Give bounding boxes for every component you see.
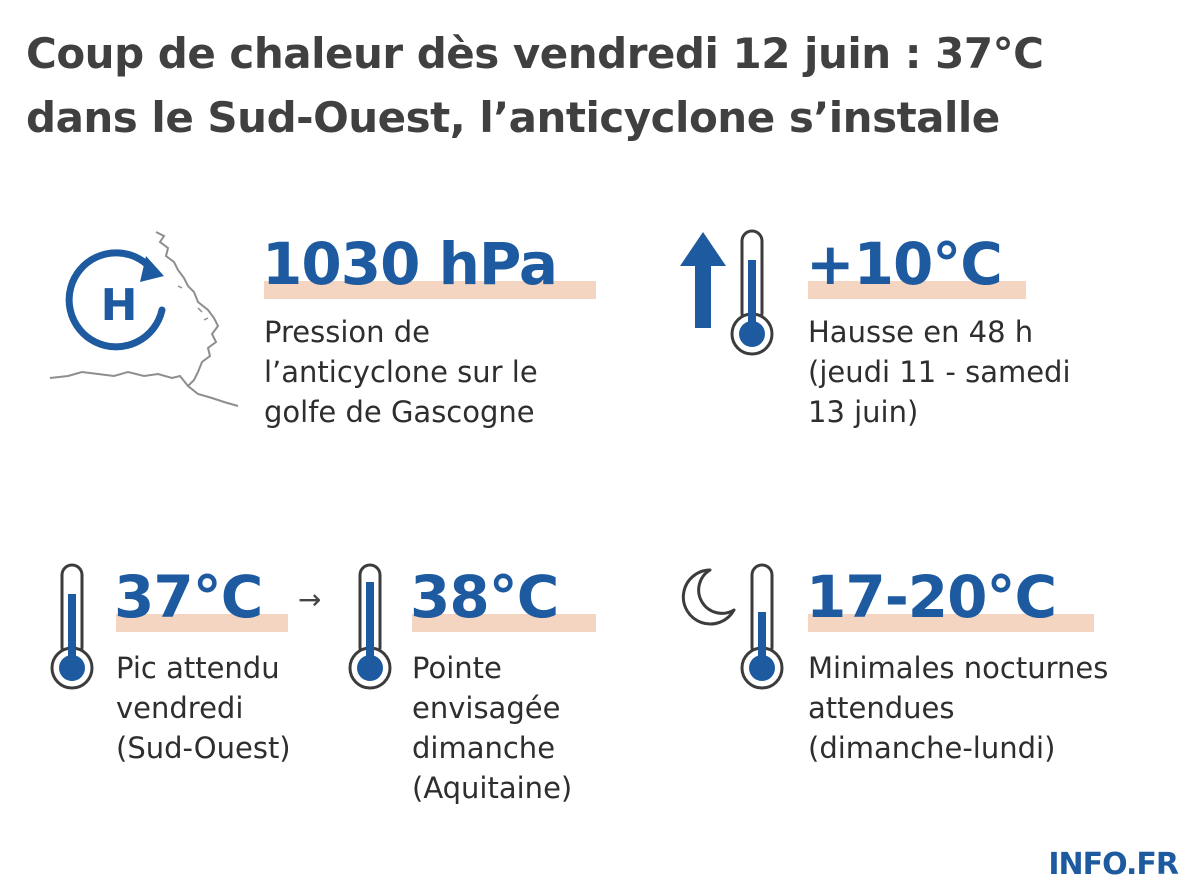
peak-desc-line-3: (Sud-Ouest) <box>116 731 291 765</box>
pressure-desc-line-1: Pression de <box>264 315 430 349</box>
night-desc-line-3: (dimanche-lundi) <box>808 731 1056 765</box>
info-fr-logo <box>1048 847 1178 882</box>
peak-desc-line-1: Pic attendu <box>116 651 280 685</box>
max-desc-line-3: dimanche <box>412 731 556 765</box>
max-desc-line-4: (Aquitaine) <box>412 771 573 805</box>
logo-dot: . <box>1126 847 1137 882</box>
night-description <box>808 648 1108 768</box>
trend-arrow: → <box>298 583 322 616</box>
moon-icon <box>676 566 738 626</box>
rise-desc-line-1: Hausse en 48 h <box>808 315 1034 349</box>
peak-description <box>116 648 291 768</box>
anticyclone-h-icon <box>64 248 174 358</box>
max-value: 38°C <box>410 563 559 631</box>
max-description <box>412 648 572 808</box>
up-arrow-icon <box>678 230 728 330</box>
rise-value: +10°C <box>806 230 1002 298</box>
max-desc-line-1: Pointe <box>412 651 502 685</box>
anticyclone-letter: H <box>100 280 138 331</box>
page-title <box>26 22 1186 150</box>
pressure-description <box>264 312 538 432</box>
pressure-desc-line-2: l’anticyclone sur le <box>264 355 538 389</box>
night-desc-line-2: attendues <box>808 691 955 725</box>
peak-desc-line-2: vendredi <box>116 691 244 725</box>
title-line-1: Coup de chaleur dès vendredi 12 juin : 37°C <box>26 29 1044 78</box>
thermometer-icon <box>738 562 786 692</box>
logo-suffix: FR <box>1136 847 1178 882</box>
title-line-2: dans le Sud-Ouest, l’anticyclone s’installe <box>26 93 1000 142</box>
thermometer-icon <box>48 562 96 692</box>
pressure-desc-line-3: golfe de Gascogne <box>264 395 535 429</box>
thermometer-icon <box>346 562 394 692</box>
rise-description <box>808 312 1071 432</box>
max-desc-line-2: envisagée <box>412 691 561 725</box>
logo-name: INFO <box>1048 847 1126 882</box>
rise-desc-line-2: (jeudi 11 - samedi <box>808 355 1071 389</box>
rise-desc-line-3: 13 juin) <box>808 395 919 429</box>
pressure-value: 1030 hPa <box>262 230 557 298</box>
night-desc-line-1: Minimales nocturnes <box>808 651 1109 685</box>
thermometer-icon <box>728 228 776 358</box>
night-value: 17-20°C <box>806 563 1057 631</box>
peak-value: 37°C <box>114 563 263 631</box>
